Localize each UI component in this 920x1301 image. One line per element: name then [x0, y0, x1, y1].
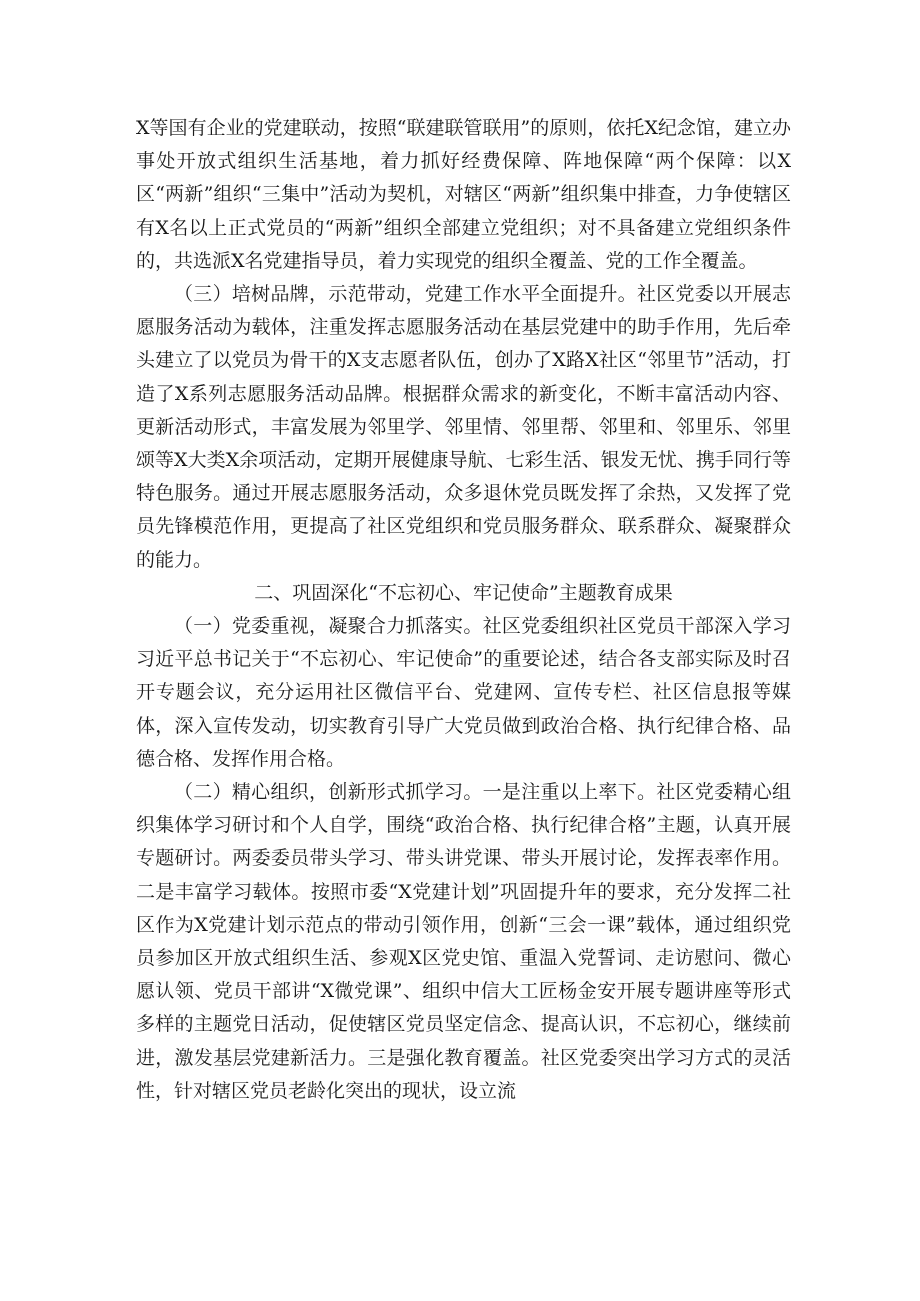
paragraph-section-3: （三）培树品牌，示范带动，党建工作水平全面提升。社区党委以开展志愿服务活动为载体，注重发挥志愿服务活动在基层党建中的助手作用，先后牵头建立了以党员为骨干的X支志愿者队伍，创办了X路X社区“邻里节”活动，打造了X系列志愿服务活动品牌。根据群众需求的新变化，不断丰富活动内容、更新活动形式，丰富发展为邻里学、邻里情、邻里帮、邻里和、邻里乐、邻里颂等X大类X余项活动，定期开展健康导航、七彩生活、银发无忧、携手同行等特色服务。通过开展志愿服务活动，众多退休党员既发挥了余热，又发挥了党员先锋模范作用，更提高了社区党组织和党员服务群众、联系群众、凝聚群众的能力。 — [136, 283, 791, 571]
paragraph-subsection-1: （一）党委重视，凝聚合力抓落实。社区党委组织社区党员干部深入学习习近平总书记关于“不忘初心、牢记使命”的重要论述，结合各支部实际及时召开专题会议，充分运用社区微信平台、党建网、宣传专栏、社区信息报等媒体，深入宣传发动，切实教育引导广大党员做到政治合格、执行纪律合格、品德合格、发挥作用合格。 — [136, 615, 791, 770]
document-body — [136, 112, 791, 1108]
paragraph-subsection-2: （二）精心组织，创新形式抓学习。一是注重以上率下。社区党委精心组织集体学习研讨和个人自学，围绕“政治合格、执行纪律合格”主题，认真开展专题研讨。两委委员带头学习、带头讲党课、带头开展讨论，发挥表率作用。二是丰富学习载体。按照市委“X党建计划”巩固提升年的要求，充分发挥二社区作为X党建计划示范点的带动引领作用，创新“三会一课”载体，通过组织党员参加区开放式组织生活、参观X区党史馆、重温入党誓词、走访慰问、微心愿认领、党员干部讲“X微党课”、组织中信大工匠杨金安开展专题讲座等形式多样的主题党日活动，促使辖区党员坚定信念、提高认识，不忘初心，继续前进，激发基层党建新活力。三是强化教育覆盖。社区党委突出学习方式的灵活性，针对辖区党员老龄化突出的现状，设立流 — [136, 781, 791, 1102]
paragraph-continuation: X等国有企业的党建联动，按照“联建联管联用”的原则，依托X纪念馆，建立办事处开放式组织生活基地，着力抓好经费保障、阵地保障“两个保障：以X区“两新”组织“三集中”活动为契机，对辖区“两新”组织集中排查，力争使辖区有X名以上正式党员的“两新”组织全部建立党组织；对不具备建立党组织条件的，共选派X名党建指导员，着力实现党的组织全覆盖、党的工作全覆盖。 — [136, 117, 791, 272]
section-heading-2: 二、巩固深化“不忘初心、牢记使命”主题教育成果 — [254, 581, 673, 604]
